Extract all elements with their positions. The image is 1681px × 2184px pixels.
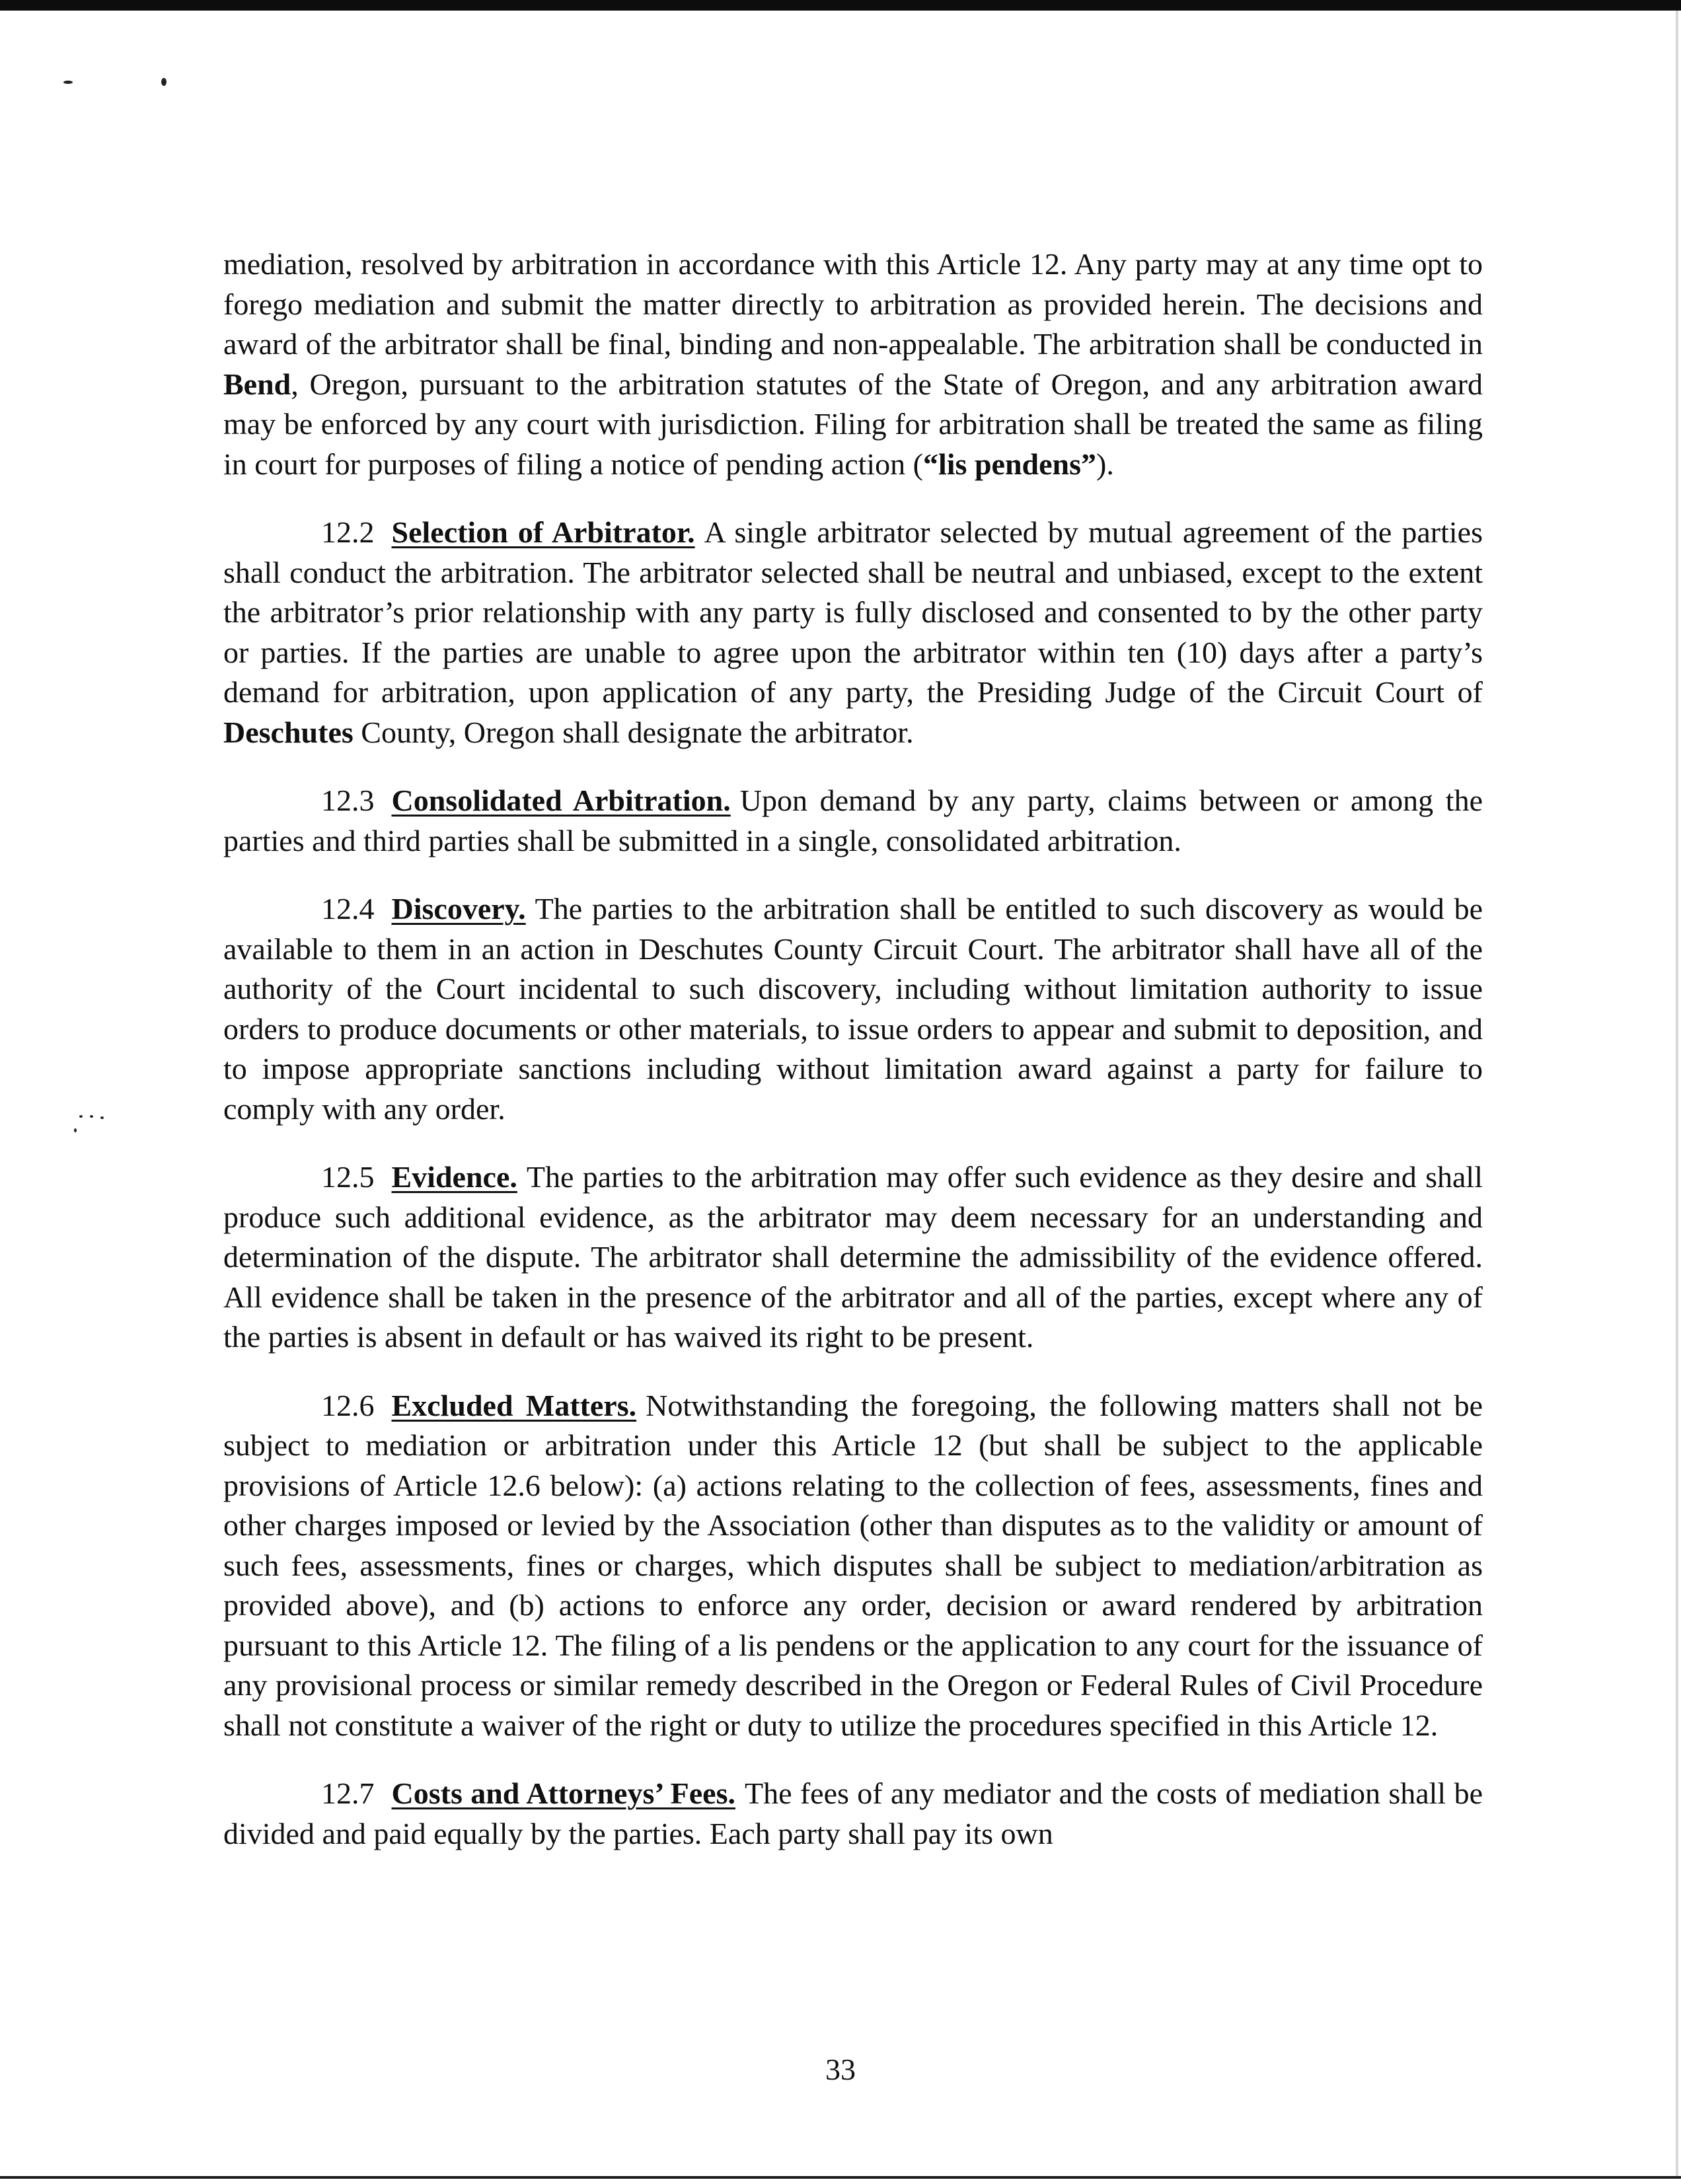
scan-top-border	[0, 0, 1681, 11]
section-bold-county: Deschutes	[223, 715, 354, 749]
section-number: 12.7	[321, 1776, 375, 1810]
section-heading: Excluded Matters.	[391, 1388, 637, 1422]
section-12-2	[223, 513, 1483, 752]
intro-paragraph	[223, 244, 1483, 484]
section-text: Upon demand by any party, claims between or among the parties and third parties shall be submitted in a single, consolidated arbitration.	[223, 783, 1483, 857]
section-text: A single arbitrator selected by mutual agreement of the parties shall conduct the arbitration. The arbitrator selected shall be neutral and unbiased, except to the extent the arbitrator’s prior relationship with any party is fully disclosed and consented to by the other party or parties. If the parties are unable to agree upon the arbitrator within ten (10) days after a party’s demand for arbitration, upon application of any party, the Presiding Judge of the Circuit Court of	[223, 515, 1483, 709]
section-text-tail: County, Oregon shall designate the arbitrator.	[353, 715, 914, 749]
section-12-5	[223, 1157, 1483, 1358]
scan-speck	[161, 78, 167, 86]
section-text: The fees of any mediator and the costs of mediation shall be divided and paid equally by the parties. Each party shall pay its own	[223, 1776, 1483, 1850]
section-text: Notwithstanding the foregoing, the following matters shall not be subject to mediation or arbitration under this Article 12 (but shall be subject to the applicable provisions of Article 12.6 below): (a) actions relating to the collection of fees, assessments, fines and other charges imposed or levied by the Association (other than disputes as to the validity or amount of such fees, assessments, fines or charges, which disputes shall be subject to mediation/arbitration as provided above), and (b) actions to enforce any order, decision or award rendered by arbitration pursuant to this Article 12. The filing of a lis pendens or the application to any court for the issuance of any provisional process or similar remedy described in the Oregon or Federal Rules of Civil Procedure shall not constitute a waiver of the right or duty to utilize the procedures specified in this Article 12.	[223, 1388, 1483, 1742]
intro-bold-city: Bend	[223, 367, 291, 401]
section-12-4	[223, 889, 1483, 1129]
scan-speck	[74, 1128, 77, 1132]
intro-bold-term: “lis pendens”	[923, 447, 1097, 481]
section-text: The parties to the arbitration may offer such evidence as they desire and shall produce such additional evidence, as the arbitrator may deem necessary for an understanding and determination of the dispute. The arbitrator shall determine the admissibility of the evidence offered. All evidence shall be taken in the presence of the arbitrator and all of the parties, except where any of the parties is absent in default or has waived its right to be present.	[223, 1160, 1483, 1354]
section-heading: Consolidated Arbitration.	[391, 783, 731, 817]
scan-right-edge	[1676, 11, 1678, 2176]
intro-text-1: mediation, resolved by arbitration in accordance with this Article 12. Any party may at any time opt to forego mediation and submit the matter directly to arbitration as provided herein. The decisions and award of the arbitrator shall be final, binding and non-appealable. The arbitration shall be conducted in	[223, 247, 1483, 361]
section-heading: Evidence.	[391, 1160, 517, 1194]
section-number: 12.5	[321, 1160, 375, 1194]
section-12-6	[223, 1386, 1483, 1746]
section-heading: Discovery.	[391, 892, 526, 926]
section-number: 12.3	[321, 783, 375, 817]
scan-speck	[90, 1115, 93, 1118]
section-number: 12.2	[321, 515, 375, 549]
scan-speck	[63, 81, 73, 84]
scan-speck	[100, 1116, 104, 1119]
intro-text-2: , Oregon, pursuant to the arbitration statutes of the State of Oregon, and any arbitration award may be enforced by any court with jurisdiction. Filing for arbitration shall be treated the same as filing in court for purposes of filing a notice of pending action (	[223, 367, 1483, 481]
section-number: 12.6	[321, 1388, 375, 1422]
scan-bottom-border	[0, 2176, 1681, 2179]
section-number: 12.4	[321, 892, 375, 926]
section-12-7	[223, 1774, 1483, 1854]
section-text: The parties to the arbitration shall be entitled to such discovery as would be available to them in an action in Deschutes County Circuit Court. The arbitrator shall have all of the authority of the Court incidental to such discovery, including without limitation authority to issue orders to produce documents or other materials, to issue orders to appear and submit to deposition, and to impose appropriate sanctions including without limitation award against a party for failure to comply with any order.	[223, 892, 1483, 1126]
section-heading: Selection of Arbitrator.	[391, 515, 695, 549]
section-12-3	[223, 781, 1483, 861]
scan-speck	[79, 1115, 83, 1118]
document-body	[223, 244, 1483, 1882]
page-number: 33	[825, 2053, 856, 2086]
section-heading: Costs and Attorneys’ Fees.	[391, 1776, 735, 1810]
intro-text-3: ).	[1096, 447, 1114, 481]
